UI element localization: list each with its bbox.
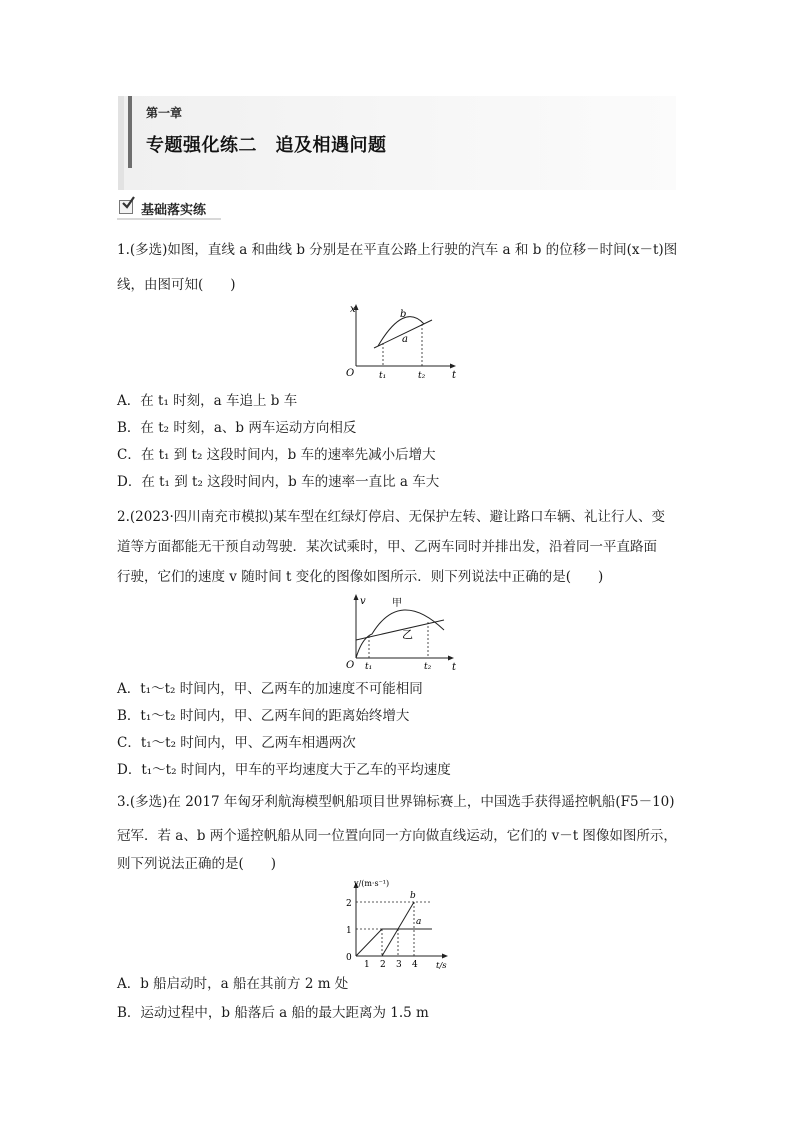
q3-x-tick-1: 1 <box>364 960 370 970</box>
q2-x-arrow <box>448 656 454 661</box>
q2-stem-line1: 2.(2023·四川南充市模拟)某车型在红绿灯停启、无保护左转、避让路口车辆、礼让行人、变 <box>117 509 666 525</box>
q1-option-a: A．在 t₁ 时刻，a 车追上 b 车 <box>117 393 298 409</box>
q3-x-tick-3: 3 <box>396 960 402 970</box>
section-underline <box>117 218 221 220</box>
q2-option-b: B．t₁～t₂ 时间内，甲、乙两车间的距离始终增大 <box>117 708 410 724</box>
q1-stem-line1: 1.(多选)如图，直线 a 和曲线 b 分别是在平直公路上行驶的汽车 a 和 b 的位移－时间(x－t)图 <box>117 242 678 258</box>
header-accent-light <box>118 96 124 190</box>
q1-t1-label: t₁ <box>379 371 387 381</box>
q2-option-d: D．t₁～t₂ 时间内，甲车的平均速度大于乙车的平均速度 <box>117 762 451 778</box>
q1-x-arrow <box>450 364 456 369</box>
q2-curve-jia <box>356 610 444 658</box>
q2-t1-label: t₁ <box>365 662 373 672</box>
q1-line-label: a <box>402 334 408 345</box>
q3-option-b: B．运动过程中，b 船落后 a 船的最大距离为 1.5 m <box>117 1005 429 1021</box>
q3-label-b: b <box>410 891 416 901</box>
q2-curve-label: 甲 <box>392 598 402 609</box>
q2-option-a: A．t₁～t₂ 时间内，甲、乙两车的加速度不可能相同 <box>117 681 423 697</box>
q3-option-a: A．b 船启动时，a 船在其前方 2 m 处 <box>117 976 349 992</box>
q1-option-d: D．在 t₁ 到 t₂ 这段时间内，b 车的速率一直比 a 车大 <box>117 474 440 490</box>
q3-line-a <box>356 929 432 956</box>
header-accent-bar <box>128 96 132 168</box>
q2-y-label: v <box>360 596 366 607</box>
q1-figure <box>340 300 460 382</box>
q1-option-b: B．在 t₂ 时刻，a、b 两车运动方向相反 <box>117 420 357 436</box>
q3-y-tick-1: 1 <box>346 926 352 936</box>
q3-x-arrow <box>442 954 448 959</box>
q1-curve-b <box>378 317 424 346</box>
q2-option-c: C．t₁～t₂ 时间内，甲、乙两车相遇两次 <box>117 735 356 751</box>
chapter-label: 第一章 <box>146 106 183 120</box>
page-title: 专题强化练二 追及相遇问题 <box>146 135 387 156</box>
q3-x-tick-2: 2 <box>380 960 386 970</box>
q2-figure <box>340 590 460 672</box>
q3-x-tick-4: 4 <box>412 960 418 970</box>
q3-y-tick-2: 2 <box>346 899 352 909</box>
q2-x-label: t <box>452 662 457 672</box>
q3-origin: 0 <box>346 953 352 963</box>
q2-line-label: 乙 <box>402 628 413 641</box>
q3-figure <box>336 876 460 972</box>
q1-curve-label: b <box>400 309 407 320</box>
section-heading <box>117 196 221 220</box>
q1-origin: O <box>346 368 355 379</box>
q3-y-label: v/(m·s⁻¹) <box>354 879 390 888</box>
q3-label-a: a <box>416 917 422 927</box>
q3-stem-line1: 3.(多选)在 2017 年匈牙利航海模型帆船项目世界锦标赛上，中国选手获得遥控帆船(F5－10) <box>117 794 675 810</box>
q1-t2-label: t₂ <box>418 371 426 381</box>
q1-stem-line2: 线，由图可知( ) <box>117 277 236 293</box>
q1-x-label: t <box>452 370 457 381</box>
check-mark-icon <box>121 196 135 210</box>
q1-option-c: C．在 t₁ 到 t₂ 这段时间内，b 车的速率先减小后增大 <box>117 447 436 463</box>
q2-stem-line2: 道等方面都能无干预自动驾驶．某次试乘时，甲、乙两车同时并排出发，沿着同一平直路面 <box>117 539 657 555</box>
q3-x-label: t/s <box>436 961 447 971</box>
q3-stem-line2: 冠军．若 a、b 两个遥控帆船从同一位置向同一方向做直线运动，它们的 v－t 图像如图所示， <box>117 828 677 844</box>
q3-stem-line3: 则下列说法正确的是( ) <box>117 856 277 872</box>
section-label: 基础落实练 <box>141 203 207 218</box>
q2-y-arrow <box>354 594 359 600</box>
q1-y-label: x <box>350 304 356 315</box>
q2-stem-line3: 行驶，它们的速度 v 随时间 t 变化的图像如图所示．则下列说法中正确的是( ) <box>117 569 604 585</box>
q2-t2-label: t₂ <box>424 662 432 672</box>
q2-origin: O <box>346 660 355 671</box>
